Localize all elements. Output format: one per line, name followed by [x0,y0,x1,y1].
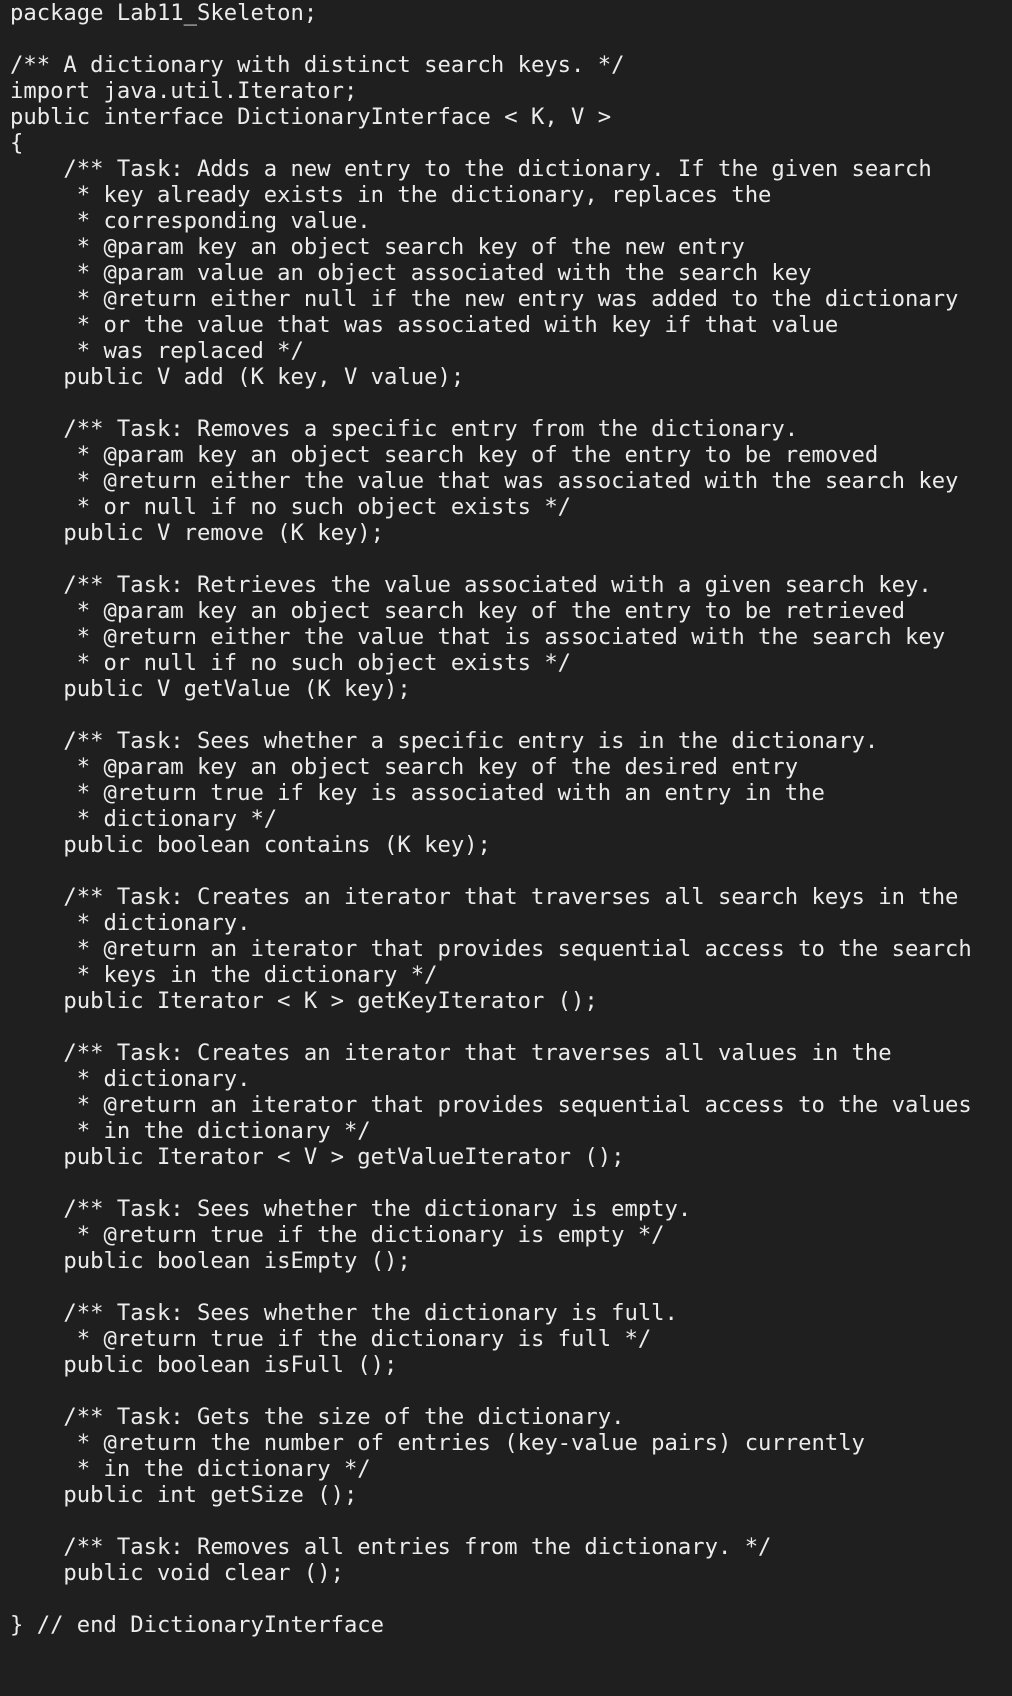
code-line: /** Task: Adds a new entry to the dictionary. If the given search [10,156,932,182]
code-line: public int getSize (); [10,1482,358,1508]
code-line: * or null if no such object exists */ [10,650,572,676]
code-line: * or null if no such object exists */ [10,494,572,520]
code-line: public V add (K key, V value); [10,364,465,390]
code-line: public interface DictionaryInterface < K, V > [10,104,612,130]
code-line [10,390,1000,416]
code-line: public V remove (K key); [10,520,385,546]
code-line: * @param key an object search key of the desired entry [10,754,799,780]
code-line: * corresponding value. [10,208,371,234]
code-line [10,1014,1000,1040]
code-line: /** Task: Removes all entries from the dictionary. */ [10,1534,772,1560]
code-line [10,1170,1000,1196]
code-line: public boolean isFull (); [10,1352,398,1378]
code-line [10,702,1000,728]
code-line: package Lab11_Skeleton; [10,0,318,26]
code-line: * keys in the dictionary */ [10,962,438,988]
code-line: { [10,130,24,156]
code-line: /** Task: Creates an iterator that traverses all values in the [10,1040,892,1066]
code-line: import java.util.Iterator; [10,78,358,104]
code-line: /** Task: Removes a specific entry from the dictionary. [10,416,799,442]
code-line [10,1378,1000,1404]
code-line: /** Task: Sees whether the dictionary is full. [10,1300,678,1326]
code-line: /** Task: Retrieves the value associated with a given search key. [10,572,932,598]
code-line: * or the value that was associated with key if that value [10,312,839,338]
code-line [10,26,1000,52]
code-line: * in the dictionary */ [10,1118,371,1144]
code-line: * @param value an object associated with the search key [10,260,812,286]
code-line: * @param key an object search key of the new entry [10,234,745,260]
code-line: * @return true if the dictionary is full */ [10,1326,652,1352]
code-line: * @param key an object search key of the entry to be retrieved [10,598,905,624]
code-line: /** Task: Sees whether a specific entry is in the dictionary. [10,728,879,754]
code-line: public V getValue (K key); [10,676,411,702]
code-line: * @param key an object search key of the entry to be removed [10,442,879,468]
code-line: public Iterator < K > getKeyIterator (); [10,988,598,1014]
code-line: * @return true if key is associated with an entry in the [10,780,825,806]
code-line: * dictionary. [10,1066,251,1092]
code-line: * @return true if the dictionary is empty */ [10,1222,665,1248]
code-line: /** A dictionary with distinct search keys. */ [10,52,625,78]
code-line: * key already exists in the dictionary, replaces the [10,182,772,208]
code-line: public Iterator < V > getValueIterator (); [10,1144,625,1170]
code-line: * dictionary */ [10,806,278,832]
code-line: * in the dictionary */ [10,1456,371,1482]
code-line: public boolean contains (K key); [10,832,491,858]
code-line [10,1508,1000,1534]
code-line [10,546,1000,572]
code-line: /** Task: Sees whether the dictionary is empty. [10,1196,692,1222]
code-line: /** Task: Gets the size of the dictionary. [10,1404,625,1430]
code-line: * @return either null if the new entry was added to the dictionary [10,286,959,312]
code-line: * @return either the value that was associated with the search key [10,468,959,494]
code-line: } // end DictionaryInterface [10,1612,385,1638]
code-line: * @return either the value that is associated with the search key [10,624,946,650]
code-line: * @return an iterator that provides sequential access to the search [10,936,972,962]
code-line: public boolean isEmpty (); [10,1248,411,1274]
code-line: * was replaced */ [10,338,304,364]
code-line [10,1274,1000,1300]
code-line: * @return the number of entries (key-value pairs) currently [10,1430,865,1456]
code-line: /** Task: Creates an iterator that traverses all search keys in the [10,884,959,910]
code-line: public void clear (); [10,1560,344,1586]
code-editor[interactable] [10,0,1000,1696]
code-line: * @return an iterator that provides sequential access to the values [10,1092,972,1118]
code-line [10,1586,1000,1612]
code-line [10,858,1000,884]
code-line: * dictionary. [10,910,251,936]
